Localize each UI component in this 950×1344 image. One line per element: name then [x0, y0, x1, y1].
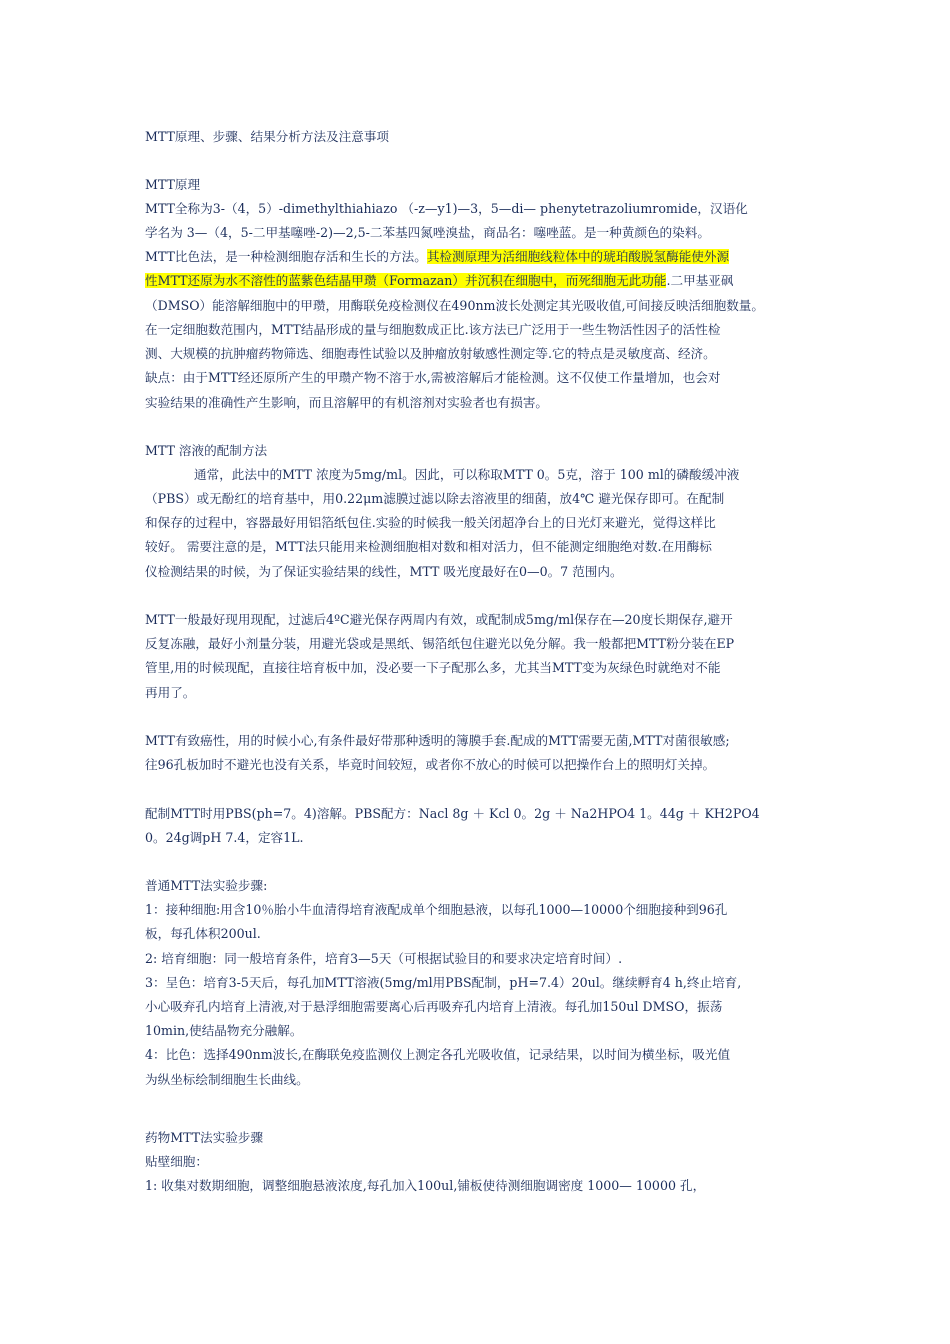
principle-line-4: [145, 272, 733, 290]
storage-line-1: MTT一般最好现用现配，过滤后4ºC避光保存两周内有效，或配制成5mg/ml保存在—20度长期保存,避开: [145, 612, 733, 627]
principle-line-6: 在一定细胞数范围内，MTT结晶形成的量与细胞数成正比.该方法已广泛用于一些生物活性因子的活性检: [145, 322, 721, 337]
principle-heading: MTT原理: [145, 177, 201, 192]
storage-line-2: 反复冻融，最好小剂量分装，用避光袋或是黑纸、锡箔纸包住避光以免分解。我一般都把MTT粉分装在EP: [145, 636, 735, 651]
prep-heading: MTT 溶液的配制方法: [145, 443, 268, 458]
principle-line-3: [145, 248, 729, 266]
principle-line-2: 学名为 3—（4，5-二甲基噻唑-2)—2,5-二苯基四氮唑溴盐，商品名：噻唑蓝。是一种黄颜色的染料。: [145, 225, 710, 240]
highlighted-text: 其检测原理为活细胞线粒体中的琥珀酸脱氢酶能使外源: [426, 249, 730, 264]
normal-step-1-line-1: 1：接种细胞:用含10％胎小牛血清得培育液配成单个细胞悬液，以每孔1000—10000个细胞接种到96孔: [145, 902, 728, 917]
normal-step-3-line-3: 10min,使结晶物充分融解。: [145, 1023, 303, 1038]
safety-line-1: MTT有致癌性，用的时候小心,有条件最好带那种透明的簿膜手套.配成的MTT需要无菌,MTT对菌很敏感;: [145, 733, 730, 748]
pbs-line-1: 配制MTT时用PBS(ph=7。4)溶解。PBS配方：Nacl 8g ＋ Kcl 0。2g ＋ Na2HPO4 1。44g ＋ KH2PO4: [145, 806, 760, 821]
principle-line-4-text: .二甲基亚砜: [666, 273, 734, 288]
storage-line-4: 再用了。: [145, 685, 196, 700]
normal-step-4-line-2: 为纵坐标绘制细胞生长曲线。: [145, 1072, 309, 1087]
normal-step-1-line-2: 板，每孔体积200ul.: [145, 926, 261, 941]
drug-steps-heading: 药物MTT法实验步骤: [145, 1130, 264, 1145]
principle-line-3-text: MTT比色法，是一种检测细胞存活和生长的方法。: [145, 249, 427, 264]
document-title: MTT原理、步骤、结果分析方法及注意事项: [145, 129, 390, 144]
prep-line-2: （PBS）或无酚红的培育基中，用0.22μm滤膜过滤以除去溶液里的细菌，放4℃ 避光保存即可。在配制: [145, 491, 725, 506]
principle-line-7: 测、大规模的抗肿瘤药物筛选、细胞毒性试验以及肿瘤放射敏感性测定等.它的特点是灵敏度高、经济。: [145, 346, 716, 361]
principle-line-5: （DMSO）能溶解细胞中的甲瓒，用酶联免疫检测仪在490nm波长处测定其光吸收值,可间接反映活细胞数量。: [145, 298, 764, 313]
storage-line-3: 管里,用的时候现配，直接往培育板中加，没必要一下子配那么多，尤其当MTT变为灰绿色时就绝对不能: [145, 660, 721, 675]
prep-line-3: 和保存的过程中，容器最好用铝箔纸包住.实验的时候我一般关闭超净台上的日光灯来避光，觉得这样比: [145, 515, 716, 530]
principle-line-1: MTT全称为3-（4，5）-dimethylthiahiazo （-z—y1)—3，5—di— phenytetrazoliumromide，汉语化: [145, 201, 748, 216]
prep-line-5: 仪检测结果的时候，为了保证实验结果的线性，MTT 吸光度最好在0—0。7 范围内。: [145, 564, 623, 579]
drug-step-1: 1: 收集对数期细胞，调整细胞悬液浓度,每孔加入100ul,铺板使待测细胞调密度 1000— 10000 孔，: [145, 1178, 706, 1193]
prep-line-4: 较好。 需要注意的是，MTT法只能用来检测细胞相对数和相对活力，但不能测定细胞绝对数.在用酶标: [145, 539, 712, 554]
pbs-line-2: 0。24g调pH 7.4，定容1L.: [145, 830, 304, 845]
normal-step-2: 2: 培育细胞：同一般培育条件，培育3—5天（可根据试验目的和要求决定培育时间）.: [145, 951, 623, 966]
normal-step-4-line-1: 4：比色：选择490nm波长,在酶联免疫监测仪上测定各孔光吸收值，记录结果，以时间为横坐标，吸光值: [145, 1047, 731, 1062]
prep-line-1: 通常，此法中的MTT 浓度为5mg/ml。因此，可以称取MTT 0。5克，溶于 100 ml的磷酸缓冲液: [194, 467, 740, 482]
drug-adherent-label: 贴壁细胞：: [145, 1154, 208, 1169]
highlighted-text: 性MTT还原为水不溶性的蓝紫色结晶甲瓒（Formazan）并沉积在细胞中，而死细胞无此功能: [145, 273, 667, 288]
normal-steps-heading: 普通MTT法实验步骤:: [145, 878, 268, 893]
normal-step-3-line-2: 小心吸弃孔内培育上清液,对于悬浮细胞需要离心后再吸弃孔内培育上清液。每孔加150ul DMSO，振荡: [145, 999, 723, 1014]
principle-line-9: 实验结果的准确性产生影响，而且溶解甲的有机溶剂对实验者也有损害。: [145, 395, 548, 410]
normal-step-3-line-1: 3：呈色：培育3-5天后，每孔加MTT溶液(5mg/ml用PBS配制，pH=7.4）20ul。继续孵育4 h,终止培育,: [145, 975, 742, 990]
safety-line-2: 往96孔板加时不避光也没有关系，毕竟时间较短，或者你不放心的时候可以把操作台上的照明灯关掉。: [145, 757, 716, 772]
principle-line-8: 缺点：由于MTT经还原所产生的甲瓒产物不溶于水,需被溶解后才能检测。这不仅使工作量增加，也会对: [145, 370, 721, 385]
